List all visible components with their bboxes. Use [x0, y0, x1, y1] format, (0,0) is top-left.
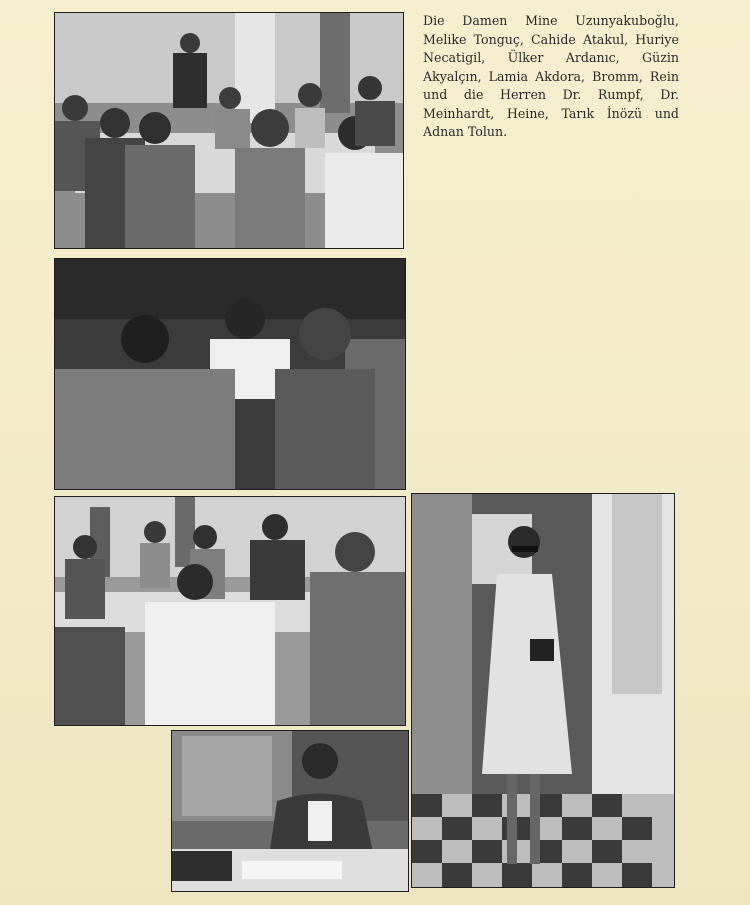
- photo-seminar-room: [55, 497, 405, 725]
- photo-caption: Die Damen Mine Uzunyakuboğlu, Melike Tonguç, Cahide Atakul, Huriye Necatigil, Ülker Ardanıc, Güzin Akyalçın, Lamia Akdora, Bromm, Rein und die Herren Dr. Rumpf, Dr. Meinhardt, Heine, Tarık İnözü und Adnan Tolun.: [423, 13, 679, 139]
- photo-meeting-table: [55, 13, 403, 248]
- photo-conversation: [55, 259, 405, 489]
- photo-woman-at-desk: [172, 731, 408, 891]
- photo-woman-in-doorway: [412, 494, 674, 887]
